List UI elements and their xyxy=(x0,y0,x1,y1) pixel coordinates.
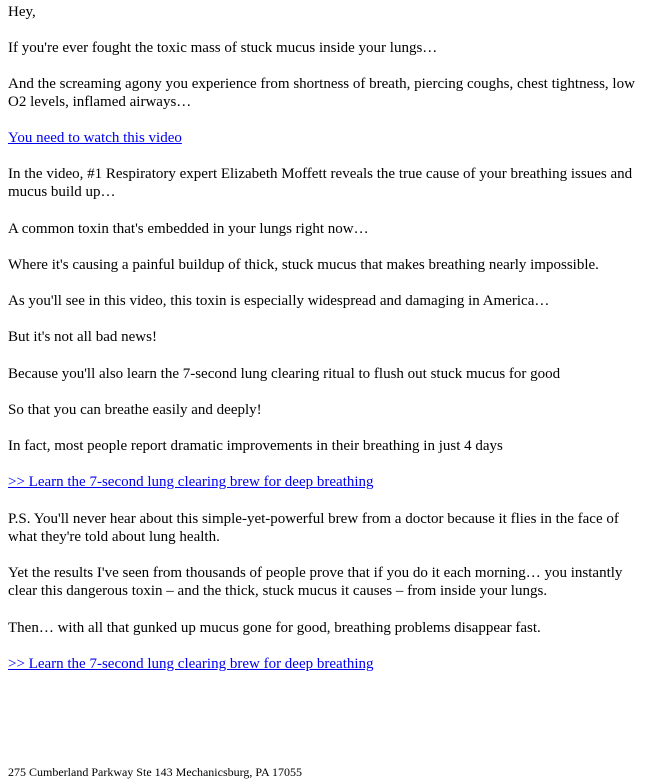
paragraph: If you're ever fought the toxic mass of stuck mucus inside your lungs… xyxy=(8,40,438,56)
paragraph: In the video, #1 Respiratory expert Elizabeth Moffett reveals the true cause of your breathing issues and mucus build up… xyxy=(8,166,633,200)
greeting: Hey, xyxy=(8,4,36,20)
lung-brew-link[interactable]: >> Learn the 7-second lung clearing brew for deep breathing xyxy=(8,474,374,490)
paragraph: Yet the results I've seen from thousands of people prove that if you do it each morning… you instantly clear this dangerous toxin – and the thick, stuck mucus it causes – from inside your lungs. xyxy=(8,565,623,599)
paragraph: Then… with all that gunked up mucus gone for good, breathing problems disappear fast. xyxy=(8,620,541,636)
paragraph: Where it's causing a painful buildup of thick, stuck mucus that makes breathing nearly impossible. xyxy=(8,257,599,273)
footer-address: 275 Cumberland Parkway Ste 143 Mechanicsburg, PA 17055 xyxy=(8,765,302,779)
paragraph: Because you'll also learn the 7-second lung clearing ritual to flush out stuck mucus for good xyxy=(8,366,561,382)
ps-paragraph: P.S. You'll never hear about this simple-yet-powerful brew from a doctor because it flies in the face of what they're told about lung health. xyxy=(8,511,619,545)
paragraph: So that you can breathe easily and deeply! xyxy=(8,402,262,418)
watch-video-link[interactable]: You need to watch this video xyxy=(8,130,182,146)
lung-brew-link-2[interactable]: >> Learn the 7-second lung clearing brew for deep breathing xyxy=(8,656,374,672)
paragraph: In fact, most people report dramatic improvements in their breathing in just 4 days xyxy=(8,438,503,454)
paragraph: But it's not all bad news! xyxy=(8,329,157,345)
paragraph: As you'll see in this video, this toxin is especially widespread and damaging in America… xyxy=(8,293,550,309)
paragraph: A common toxin that's embedded in your lungs right now… xyxy=(8,221,369,237)
paragraph: And the screaming agony you experience from shortness of breath, piercing coughs, chest tightness, low O2 levels, inflamed airways… xyxy=(8,76,635,110)
